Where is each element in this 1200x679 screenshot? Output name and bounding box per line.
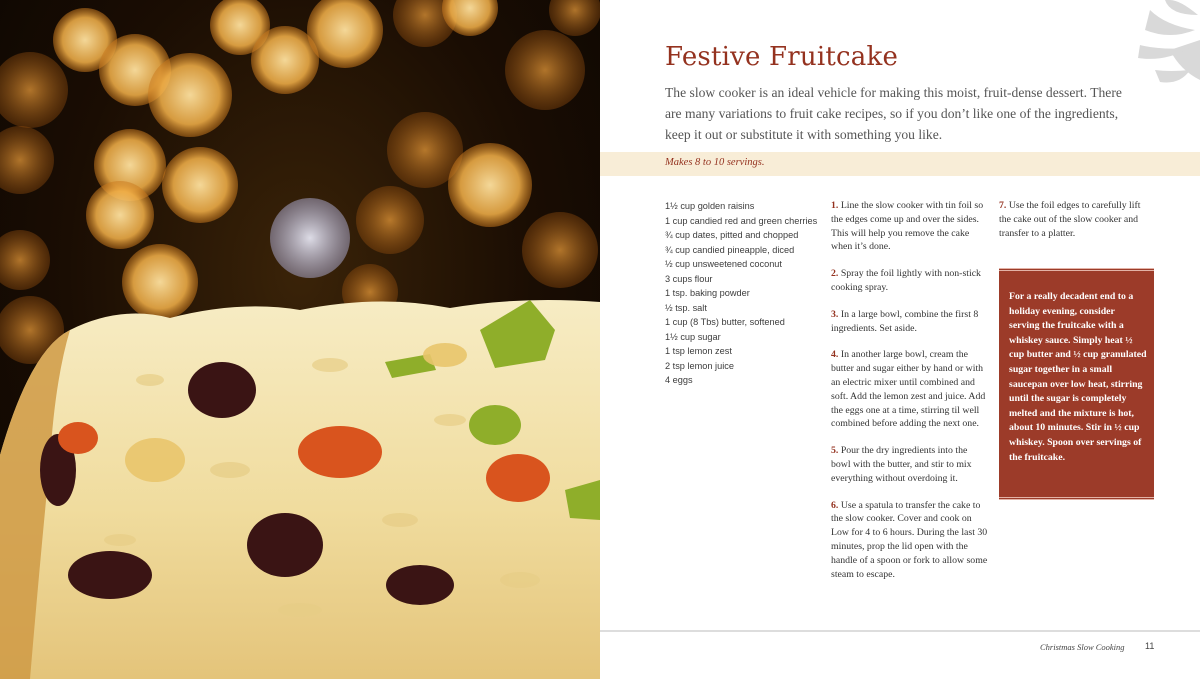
step-1 — [831, 199, 989, 254]
step-6 — [831, 499, 989, 582]
step-text: Pour the dry ingredients into the bowl with the butter, and stir to mix everything without overdoing it. — [831, 445, 972, 484]
ingredient-item: ½ cup unsweetened coconut — [665, 259, 782, 269]
recipe-intro: The slow cooker is an ideal vehicle for making this moist, fruit-dense dessert. There are many variations to fruit cake recipes, so if you don’t like one of the ingredients, keep it out or substitute it with something you like. — [665, 85, 1122, 142]
step-text: In a large bowl, combine the first 8 ingredients. Set aside. — [831, 308, 979, 334]
step-4 — [831, 348, 989, 431]
step-2 — [831, 267, 989, 295]
instructions-column-1 — [831, 199, 989, 594]
ingredient-item: 1 cup candied red and green cherries — [665, 215, 818, 226]
servings-text: Makes 8 to 10 servings. — [665, 157, 765, 168]
footer-book-title: Christmas Slow Cooking — [1040, 642, 1125, 652]
ingredient-item: 1 tsp. baking powder — [665, 288, 750, 298]
step-text: Use the foil edges to carefully lift the cake out of the slow cooker and transfer to a platter. — [999, 200, 1141, 239]
step-number: 6. — [831, 499, 839, 511]
recipe-title: Festive Fruitcake — [665, 42, 899, 72]
step-number: 3. — [831, 308, 839, 320]
step-text: Use a spatula to transfer the cake to the slow cooker. Cover and cook on Low for 4 to 6 hours. During the last 30 minutes, prop the lid open with the handle of a spoon or fork to allow some steam to escape. — [831, 499, 988, 580]
ingredient-item: ½ tsp. salt — [665, 302, 707, 313]
step-number: 7. — [999, 200, 1007, 211]
step-text: In another large bowl, cream the butter and sugar either by hand or with an electric mixer until combined and soft. Add the lemon zest and juice. Add the eggs one at a time, stirring til well combined before adding the next one. — [831, 349, 986, 430]
ingredient-item: ¾ cup candied pineapple, diced — [665, 244, 795, 255]
ingredient-item: 3 cups flour — [665, 273, 713, 284]
step-3 — [831, 308, 989, 336]
step-number: 1. — [831, 200, 839, 211]
step-number: 4. — [831, 349, 839, 361]
ingredient-list — [665, 199, 817, 388]
step-text: Spray the foil lightly with non-stick cooking spray. — [831, 268, 981, 293]
ingredient-item: 1 tsp lemon zest — [665, 346, 732, 356]
decorative-flourish-icon — [1110, 0, 1200, 90]
cake-slice — [0, 300, 600, 679]
ingredient-item: 1 cup (8 Tbs) butter, softened — [665, 317, 785, 327]
ingredient-item: ¾ cup dates, pitted and chopped — [665, 230, 799, 240]
tip-text: For a really decadent end to a holiday evening, consider serving the fruitcake with a whiskey sauce. Simply heat ½ cup butter and ½ cup granulated sugar together in a small saucepan over low heat, stirring until the sugar is completely melted and the mixture is hot, about 10 minutes. Stir in ½ cup whiskey. Spoon over servings of the fruitcake. — [1009, 291, 1147, 463]
page-number: 11 — [1145, 641, 1155, 651]
ingredient-item: 4 eggs — [665, 375, 693, 385]
ingredient-item: 1½ cup golden raisins — [665, 201, 755, 211]
step-5 — [831, 444, 989, 485]
step-number: 5. — [831, 445, 839, 457]
step-number: 2. — [831, 268, 839, 280]
step-7 — [999, 199, 1144, 240]
instructions-column-2 — [999, 199, 1144, 253]
ingredient-item: 2 tsp lemon juice — [665, 360, 734, 371]
footer-divider — [600, 630, 1200, 632]
ingredient-item: 1½ cup sugar — [665, 331, 721, 342]
step-text: Line the slow cooker with tin foil so the edges come up and over the sides. This will help you remove the cake when it’s done. — [831, 200, 984, 253]
